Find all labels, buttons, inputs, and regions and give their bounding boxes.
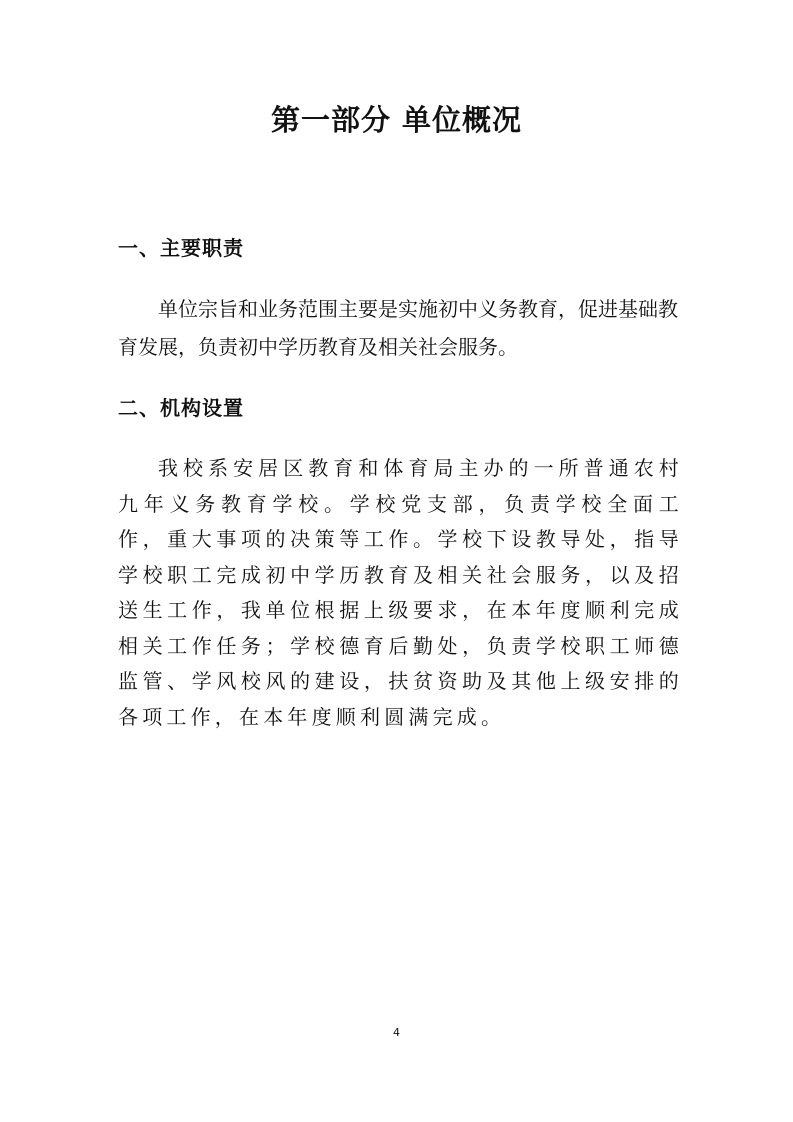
page-number: 4 bbox=[393, 1026, 400, 1039]
section-heading-organization: 二、机构设置 bbox=[118, 396, 244, 420]
page-title: 第一部分 单位概况 bbox=[270, 103, 523, 137]
section-paragraph-organization: 我校系安居区教育和体育局主办的一所普通农村九年义务教育学校。学校党支部，负责学校全面工作，重大事项的决策等工作。学校下设教导处，指导学校职工完成初中学历教育及相关社会服务，以及招送生工作，我单位根据上级要求，在本年度顺利完成相关工作任务；学校德育后勤处，负责学校职工师德监管、学风校风的建设，扶贫资助及其他上级安排的各项工作，在本年度顺利圆满完成。 bbox=[118, 456, 683, 729]
section-heading-main-duties: 一、主要职责 bbox=[118, 236, 244, 260]
section-paragraph-main-duties: 单位宗旨和业务范围主要是实施初中义务教育，促进基础教育发展，负责初中学历教育及相关社会服务。 bbox=[118, 297, 678, 359]
